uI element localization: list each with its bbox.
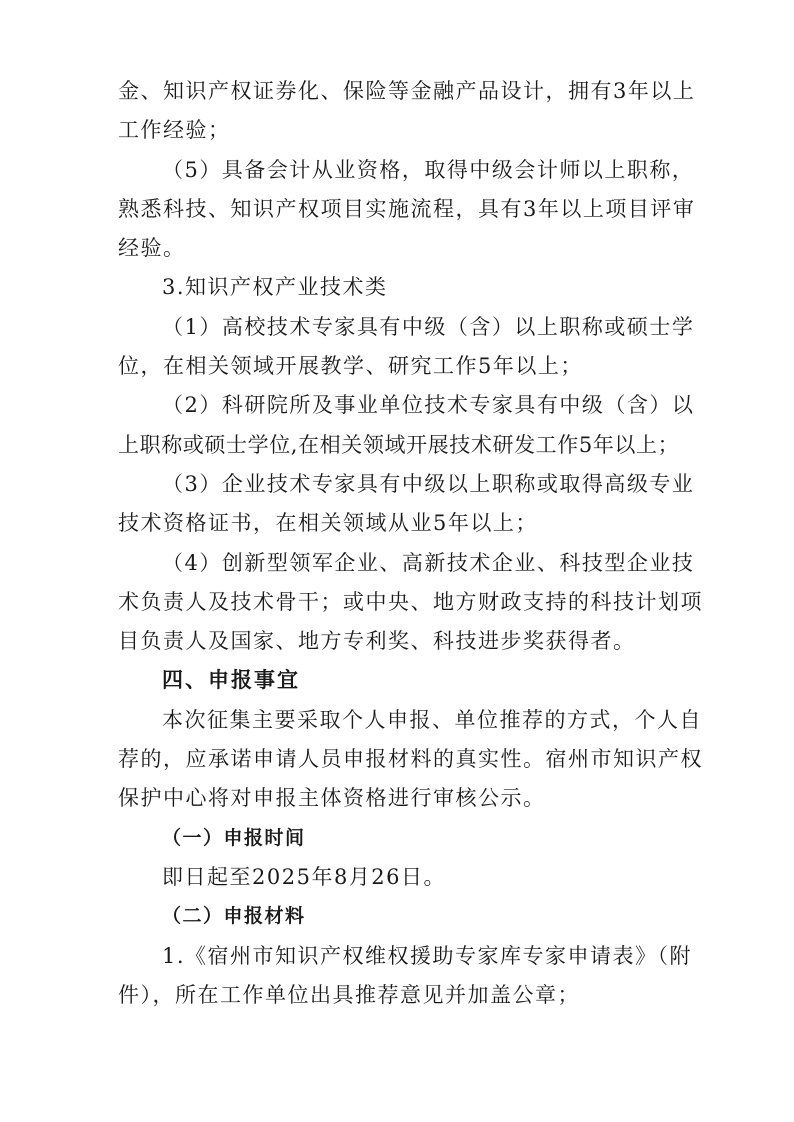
- paragraph-line: （4）创新型领军企业、高新技术企业、科技型企业技: [162, 550, 695, 575]
- section-label: 3.知识产权产业技术类: [162, 275, 388, 300]
- paragraph-line: 即日起至2025年8月26日。: [162, 864, 447, 889]
- paragraph-line: 1.《宿州市知识产权维权援助专家库专家申请表》（附: [162, 943, 693, 968]
- subsection-heading: （一）申报时间: [162, 826, 306, 849]
- paragraph-line: 工作经验；: [118, 118, 231, 143]
- paragraph-line: 技术资格证书，在相关领域从业5年以上；: [118, 511, 538, 536]
- paragraph-line: （3）企业技术专家具有中级以上职称或取得高级专业: [162, 471, 695, 496]
- paragraph-line: （1）高校技术专家具有中级（含）以上职称或硕士学: [162, 314, 695, 339]
- paragraph-line: 上职称或硕士学位,在相关领域开展技术研发工作5年以上；: [118, 432, 680, 457]
- paragraph-line: 金、知识产权证券化、保险等金融产品设计，拥有3年以上: [118, 79, 696, 103]
- paragraph-line: 经验。: [118, 236, 186, 261]
- document-body: [118, 72, 703, 1015]
- section-heading: 四、申报事宜: [162, 668, 300, 693]
- paragraph-line: 术负责人及技术骨干；或中央、地方财政支持的科技计划项: [118, 589, 703, 614]
- paragraph-line: （2）科研院所及事业单位技术专家具有中级（含）以: [162, 393, 695, 418]
- subsection-heading: （二）申报材料: [162, 905, 306, 928]
- paragraph-line: 熟悉科技、知识产权项目实施流程，具有3年以上项目评审: [118, 196, 696, 221]
- paragraph-line: （5）具备会计从业资格，取得中级会计师以上职称，: [162, 157, 695, 182]
- paragraph-line: 荐的，应承诺申请人员申报材料的真实性。宿州市知识产权: [118, 747, 703, 772]
- paragraph-line: 位，在相关领域开展教学、研究工作5年以上；: [118, 354, 583, 379]
- paragraph-line: 目负责人及国家、地方专利奖、科技进步奖获得者。: [118, 629, 636, 654]
- paragraph-line: 保护中心将对申报主体资格进行审核公示。: [118, 786, 546, 811]
- paragraph-line: 本次征集主要采取个人申报、单位推荐的方式，个人自: [162, 707, 702, 732]
- paragraph-line: 件），所在工作单位出具推荐意见并加盖公章；: [118, 982, 580, 1007]
